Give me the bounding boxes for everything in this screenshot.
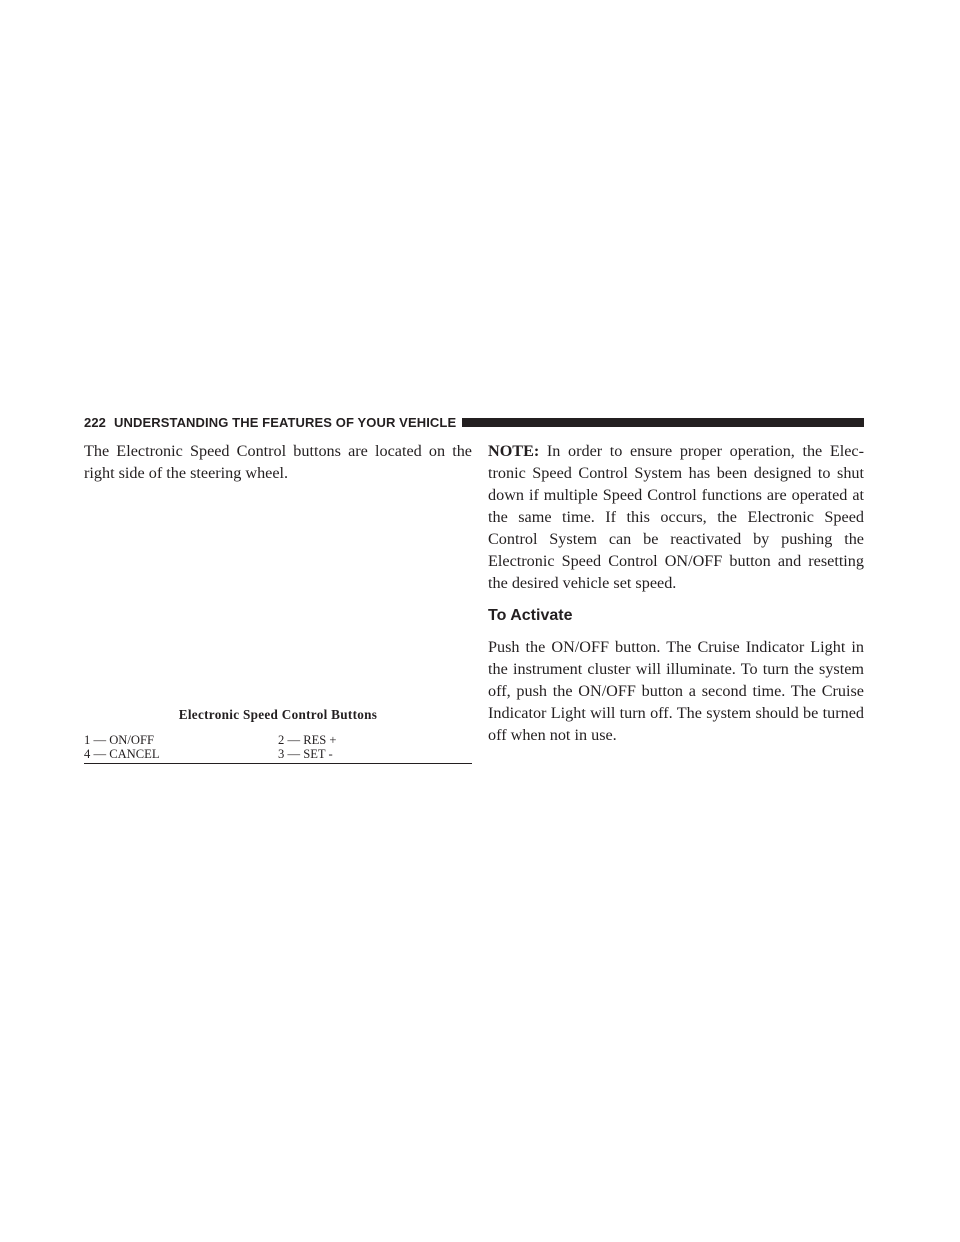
header-rule (462, 418, 864, 427)
right-column (488, 440, 864, 746)
left-column (84, 440, 472, 484)
figure-legend (84, 733, 472, 764)
legend-row (84, 733, 472, 747)
intro-paragraph: The Electronic Speed Control buttons are located on the right side of the steering wheel. (84, 442, 472, 482)
legend-item: 2 — RES + (278, 733, 337, 747)
page-header (84, 414, 864, 430)
legend-item: 4 — CANCEL (84, 747, 160, 761)
note-paragraph (488, 440, 864, 594)
section-title: UNDERSTANDING THE FEATURES OF YOUR VEHICLE (114, 414, 457, 430)
section-heading: To Activate (488, 607, 573, 624)
legend-row (84, 747, 472, 761)
legend-item: 1 — ON/OFF (84, 733, 154, 747)
figure-placeholder (84, 500, 472, 700)
page-number: 222 (84, 414, 106, 430)
legend-item: 3 — SET - (278, 747, 333, 761)
activate-paragraph: Push the ON/OFF button. The Cruise Indicator Light in the instrument cluster will illuminate. To turn the system off, push the ON/OFF button a second time. The Cruise Indicator Light will turn off. The system should be turned off when not in use. (488, 638, 864, 744)
figure-caption: Electronic Speed Control Buttons (178, 707, 378, 722)
note-label: NOTE: (488, 442, 540, 460)
note-text: In order to ensure proper operation, the Elec-tronic Speed Control System has been designed to shut down if multiple Speed Control functions are operated at the same time. If this occurs, the Electronic Speed Control System can be reactivated by pushing the Electronic Speed Control ON/OFF button and resetting the desired vehicle set speed. (488, 442, 864, 592)
